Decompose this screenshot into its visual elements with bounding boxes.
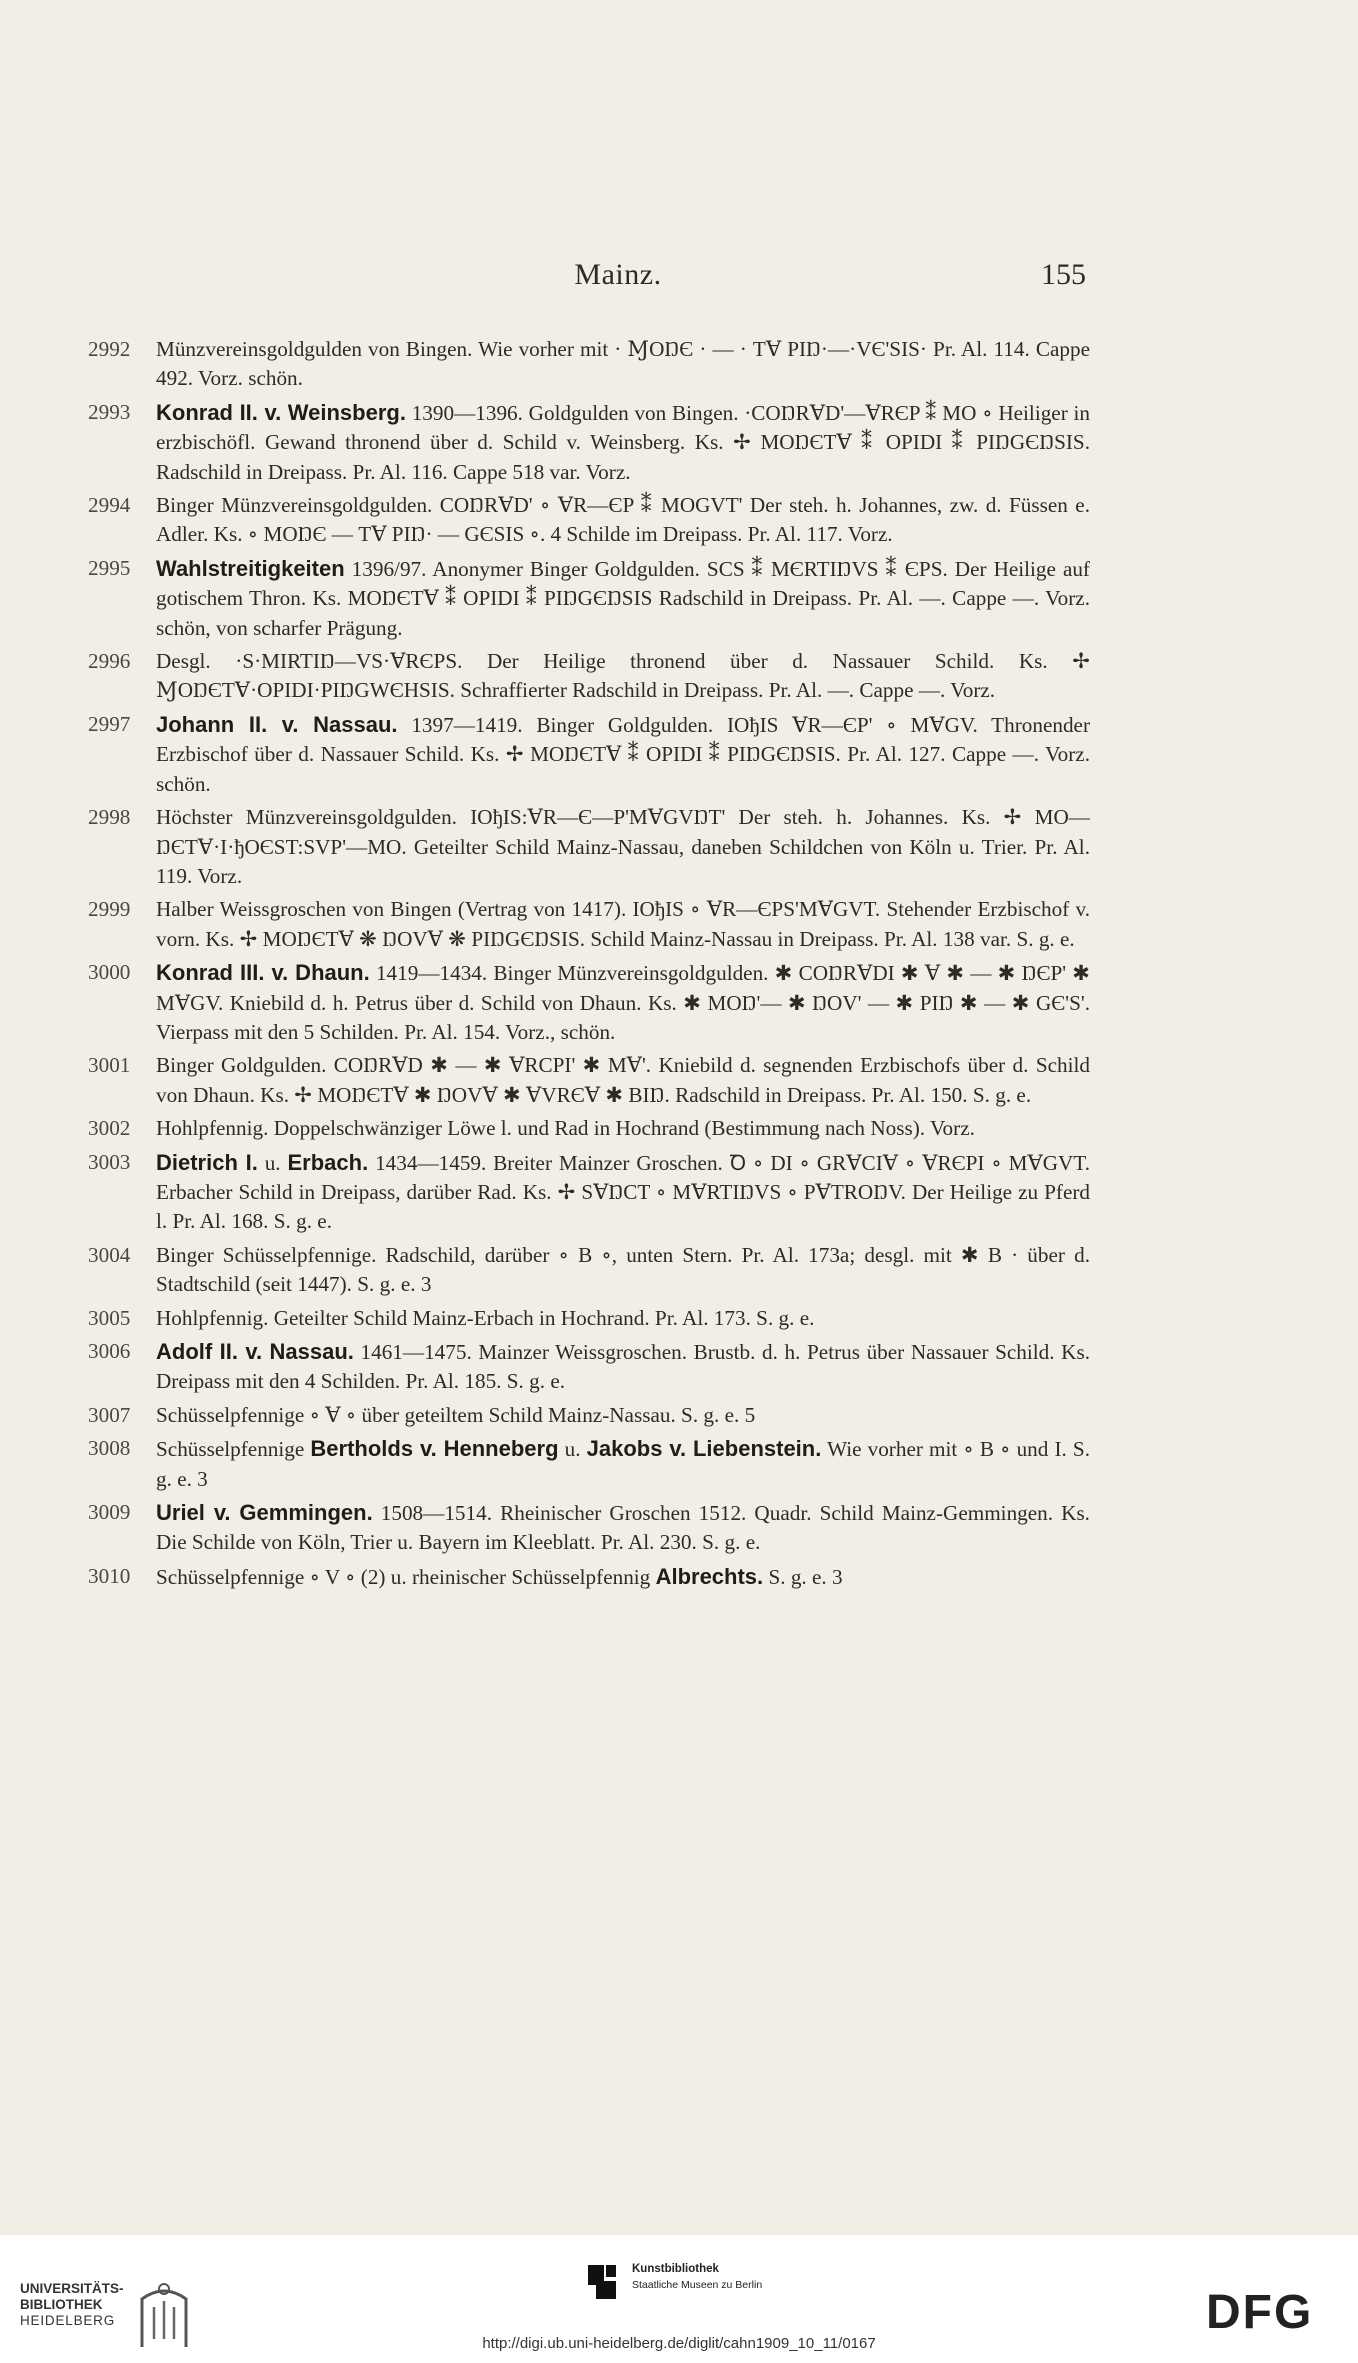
entry-description: Münzvereinsgoldgulden von Bingen. Wie vorher mit · ⱮOŊЄ · — · TⱯ PIŊ·—·VЄ'SIS· Pr. Al. 114. Cappe 492. Vorz. schön. [156, 337, 1090, 391]
entry-description: 1397—1419. Binger Goldgulden. IOђIS ⱯR—ЄP' ∘ MⱯGV. Thronender Erzbischof über d. Nassauer Schild. Ks. ✢ MOŊЄTⱯ ⁑ OPIDI ⁑ PIŊGЄŊSIS. Pr. Al. 127. Cappe —. Vorz. schön. [156, 712, 1090, 796]
page-number: 155 [1041, 258, 1086, 291]
entry-description: 1390—1396. Goldgulden von Bingen. ·COŊRⱯD'—ⱯRЄP ⁑ MO ∘ Heiliger in erzbischöfl. Gewand thronend über d. Schild v. Weinsberg. Ks. ✢ MOŊЄTⱯ ⁑ OPIDI ⁑ PIŊGЄŊSIS. Radschild in Dreipass. Pr. Al. 116. Cappe 518 var. Vorz. [156, 400, 1090, 484]
entry-text [156, 1337, 1090, 1397]
entry-text [156, 554, 1090, 643]
entry-description: Binger Münzvereinsgoldgulden. COŊRⱯD' ∘ ⱯR—ЄP ⁑ MOGVT' Der steh. h. Johannes, zw. d. Füssen e. Adler. Ks. ∘ MOŊЄ — TⱯ PIŊ· — GЄSIS ∘. 4 Schilde im Dreipass. Pr. Al. 117. Vorz. [156, 493, 1090, 547]
entry-number: 2995 [88, 555, 131, 580]
entry-number: 2992 [88, 337, 131, 361]
catalog-entry [88, 1337, 1090, 1397]
entry-number: 2996 [88, 649, 131, 674]
kunstbibliothek-mark-icon [582, 2263, 622, 2303]
kunst-line1: Kunstbibliothek [632, 2263, 719, 2275]
entry-description: Hohlpfennig. Doppelschwänziger Löwe l. und Rad in Hochrand (Bestimmung nach Noss). Vorz. [156, 1116, 975, 1141]
entry-number: 3008 [88, 1436, 131, 1461]
entry-text [156, 1241, 1090, 1300]
entry-text [156, 335, 1090, 394]
catalog-entry [88, 1498, 1090, 1558]
entry-description: Wie vorher mit ∘ B ∘ und I. S. g. e. 3 [156, 1437, 1090, 1491]
entry-description: Schüsselpfennige [156, 1437, 311, 1462]
entry-description: Hohlpfennig. Geteilter Schild Mainz-Erbach in Hochrand. Pr. Al. 173. S. g. e. [156, 1305, 815, 1330]
entry-number: 2997 [88, 711, 131, 736]
library-line1: UNIVERSITÄTS- [20, 2281, 124, 2296]
entry-number: 3007 [88, 1402, 131, 1427]
entry-text [156, 491, 1090, 550]
entry-description: 1461—1475. Mainzer Weissgroschen. Brustb. d. h. Petrus über Nassauer Schild. Ks. Dreipass mit den 4 Schilden. Pr. Al. 185. S. g. e. [156, 1340, 1090, 1394]
entry-text [156, 1304, 1090, 1333]
ruler-name: Johann II. v. Nassau. [156, 711, 398, 737]
catalog-entry [88, 1051, 1090, 1110]
entry-number: 2994 [88, 493, 131, 518]
catalog-entry [88, 1562, 1090, 1592]
entry-number: 3004 [88, 1242, 131, 1267]
catalog-entry [88, 398, 1090, 487]
entry-number: 3005 [88, 1305, 131, 1330]
ruler-name: Uriel v. Gemmingen. [156, 1500, 373, 1526]
kunst-line2: Staatliche Museen zu Berlin [632, 2279, 763, 2291]
entry-number: 3002 [88, 1116, 131, 1141]
entry-number: 3000 [88, 960, 131, 985]
ruler-name: Konrad III. v. Dhaun. [156, 960, 370, 986]
entry-number: 3009 [88, 1500, 131, 1525]
entry-number: 3006 [88, 1339, 131, 1363]
entry-text [156, 398, 1090, 487]
entry-description: Schüsselpfennige ∘ Ɐ ∘ über geteiltem Schild Mainz-Nassau. S. g. e. 5 [156, 1402, 756, 1427]
ruler-name: Albrechts. [655, 1563, 764, 1589]
ruler-name: Wahlstreitigkeiten [156, 555, 345, 581]
catalog-entry [88, 554, 1090, 643]
ruler-name: Dietrich I. [156, 1149, 258, 1175]
entry-description: Desgl. ·S·MIRTIŊ—VS·ⱯRЄPS. Der Heilige thronend über d. Nassauer Schild. Ks. ✢ ⱮOŊЄTⱯ·OPIDI·PIŊGWЄHSIS. Schraffierter Radschild in Dreipass. Pr. Al. —. Cappe —. Vorz. [156, 649, 1090, 703]
entry-number: 3003 [88, 1149, 131, 1174]
catalog-entry [88, 895, 1090, 954]
ruler-name: Erbach. [287, 1149, 369, 1175]
entry-description: u. [558, 1437, 587, 1462]
catalog-entry [88, 1241, 1090, 1300]
catalog-entry [88, 1304, 1090, 1333]
page-header [150, 258, 1086, 298]
catalog-entry [88, 710, 1090, 799]
catalog-entry [88, 491, 1090, 550]
entry-text [156, 1434, 1090, 1494]
catalog-entry [88, 1434, 1090, 1494]
university-library-logo[interactable] [20, 2281, 124, 2329]
entry-text [156, 1498, 1090, 1558]
entry-description: 1434—1459. Breiter Mainzer Groschen. Ꝺ ∘ DI ∘ GRⱯCIⱯ ∘ ⱯRЄPI ∘ MⱯGVT. Erbacher Schild in Dreipass, darüber Rad. Ks. ✢ SⱯŊCT ∘ MⱯRTIŊVS ∘ PⱯTROŊV. Der Heilige zu Pferd l. Pr. Al. 168. S. g. e. [156, 1150, 1091, 1234]
entry-number: 2993 [88, 399, 131, 424]
entry-description: Binger Schüsselpfennige. Radschild, darüber ∘ B ∘, unten Stern. Pr. Al. 173a; desgl. mit ✱ B · über d. Stadtschild (seit 1447). S. g. e. 3 [156, 1242, 1090, 1297]
catalog-entry [88, 958, 1090, 1047]
ruler-name: Bertholds v. Henneberg [310, 1436, 559, 1462]
entry-description: u. [257, 1150, 288, 1175]
ruler-name: Jakobs v. Liebenstein. [586, 1436, 822, 1462]
entry-text [156, 1401, 1090, 1430]
entry-description: Höchster Münzvereinsgoldgulden. IOђIS:ⱯR—Є—P'MⱯGVŊT' Der steh. h. Johannes. Ks. ✢ MO—ŊЄTⱯ·I·ђOЄST:SVP'—MO. Geteilter Schild Mainz-Nassau, daneben Schildchen von Köln u. Trier. Pr. Al. 119. Vorz. [156, 805, 1090, 888]
entry-text [156, 958, 1090, 1047]
entry-text [156, 710, 1090, 799]
entry-description: 1419—1434. Binger Münzvereinsgoldgulden. ✱ COŊRⱯDI ✱ Ɐ ✱ — ✱ ŊЄP' ✱ MⱯGV. Kniebild d. h. Petrus über d. Schild von Dhaun. Ks. ✱ MOŊ'— ✱ ŊOV' — ✱ PIŊ ✱ — ✱ GЄ'S'. Vierpass mit den 5 Schilden. Pr. Al. 154. Vorz., schön. [156, 961, 1090, 1044]
catalog-entry [88, 1401, 1090, 1430]
entry-number: 2999 [88, 897, 131, 922]
dfg-logo[interactable]: DFG [1206, 2286, 1314, 2339]
catalog-entry [88, 647, 1090, 706]
entry-text [156, 895, 1090, 954]
library-line2: BIBLIOTHEK [20, 2297, 103, 2312]
catalog-entry [88, 335, 1090, 394]
entry-text [156, 1148, 1090, 1237]
entry-number: 2998 [88, 805, 131, 830]
entry-text [156, 1562, 1090, 1592]
catalog-entry [88, 803, 1090, 891]
catalog-entry [88, 1148, 1090, 1237]
catalog-entries [88, 335, 1090, 1596]
entry-text [156, 1051, 1090, 1110]
catalog-entry [88, 1114, 1090, 1143]
entry-text [156, 1114, 1090, 1143]
entry-text [156, 647, 1090, 706]
entry-description: Schüsselpfennige ∘ V ∘ (2) u. rheinischer Schüsselpfennig [156, 1564, 656, 1589]
entry-description: Binger Goldgulden. COŊRⱯD ✱ — ✱ ⱯRCPI' ✱ MⱯ'. Kniebild d. segnenden Erzbischofs über d. Schild von Dhaun. Ks. ✢ MOŊЄTⱯ ✱ ŊOVⱯ ✱ ⱯVRЄⱯ ✱ BIŊ. Radschild in Dreipass. Pr. Al. 150. S. g. e. [156, 1053, 1090, 1107]
footer-bar [0, 2235, 1358, 2363]
entry-description: Halber Weissgroschen von Bingen (Vertrag von 1417). IOђIS ∘ ⱯR—ЄPS'MⱯGVT. Stehender Erzbischof v. vorn. Ks. ✢ MOŊЄTⱯ ❋ ŊOVⱯ ❋ PIŊGЄŊSIS. Schild Mainz-Nassau in Dreipass. Pr. Al. 138 var. S. g. e. [156, 897, 1090, 951]
library-line3: HEIDELBERG [20, 2313, 116, 2328]
entry-description: 1508—1514. Rheinischer Groschen 1512. Quadr. Schild Mainz-Gemmingen. Ks. Die Schilde von Köln, Trier u. Bayern im Kleeblatt. Pr. Al. 230. S. g. e. [156, 1501, 1090, 1555]
page-title: Mainz. [574, 258, 662, 291]
entry-number: 3001 [88, 1053, 131, 1078]
ruler-name: Konrad II. v. Weinsberg. [156, 399, 406, 425]
entry-description: S. g. e. 3 [763, 1564, 843, 1589]
entry-description: 1396/97. Anonymer Binger Goldgulden. SCS ⁑ MЄRTIŊVS ⁑ ЄPS. Der Heilige auf gotischem Thron. Ks. MOŊЄTⱯ ⁑ OPIDI ⁑ PIŊGЄŊSIS Radschild in Dreipass. Pr. Al. —. Cappe —. Vorz. schön, von scharfer Prägung. [156, 556, 1090, 640]
ruler-name: Adolf II. v. Nassau. [156, 1339, 354, 1364]
entry-number: 3010 [88, 1563, 131, 1588]
entry-text [156, 803, 1090, 891]
page-url[interactable]: http://digi.ub.uni-heidelberg.de/diglit/cahn1909_10_11/0167 [482, 2335, 876, 2352]
